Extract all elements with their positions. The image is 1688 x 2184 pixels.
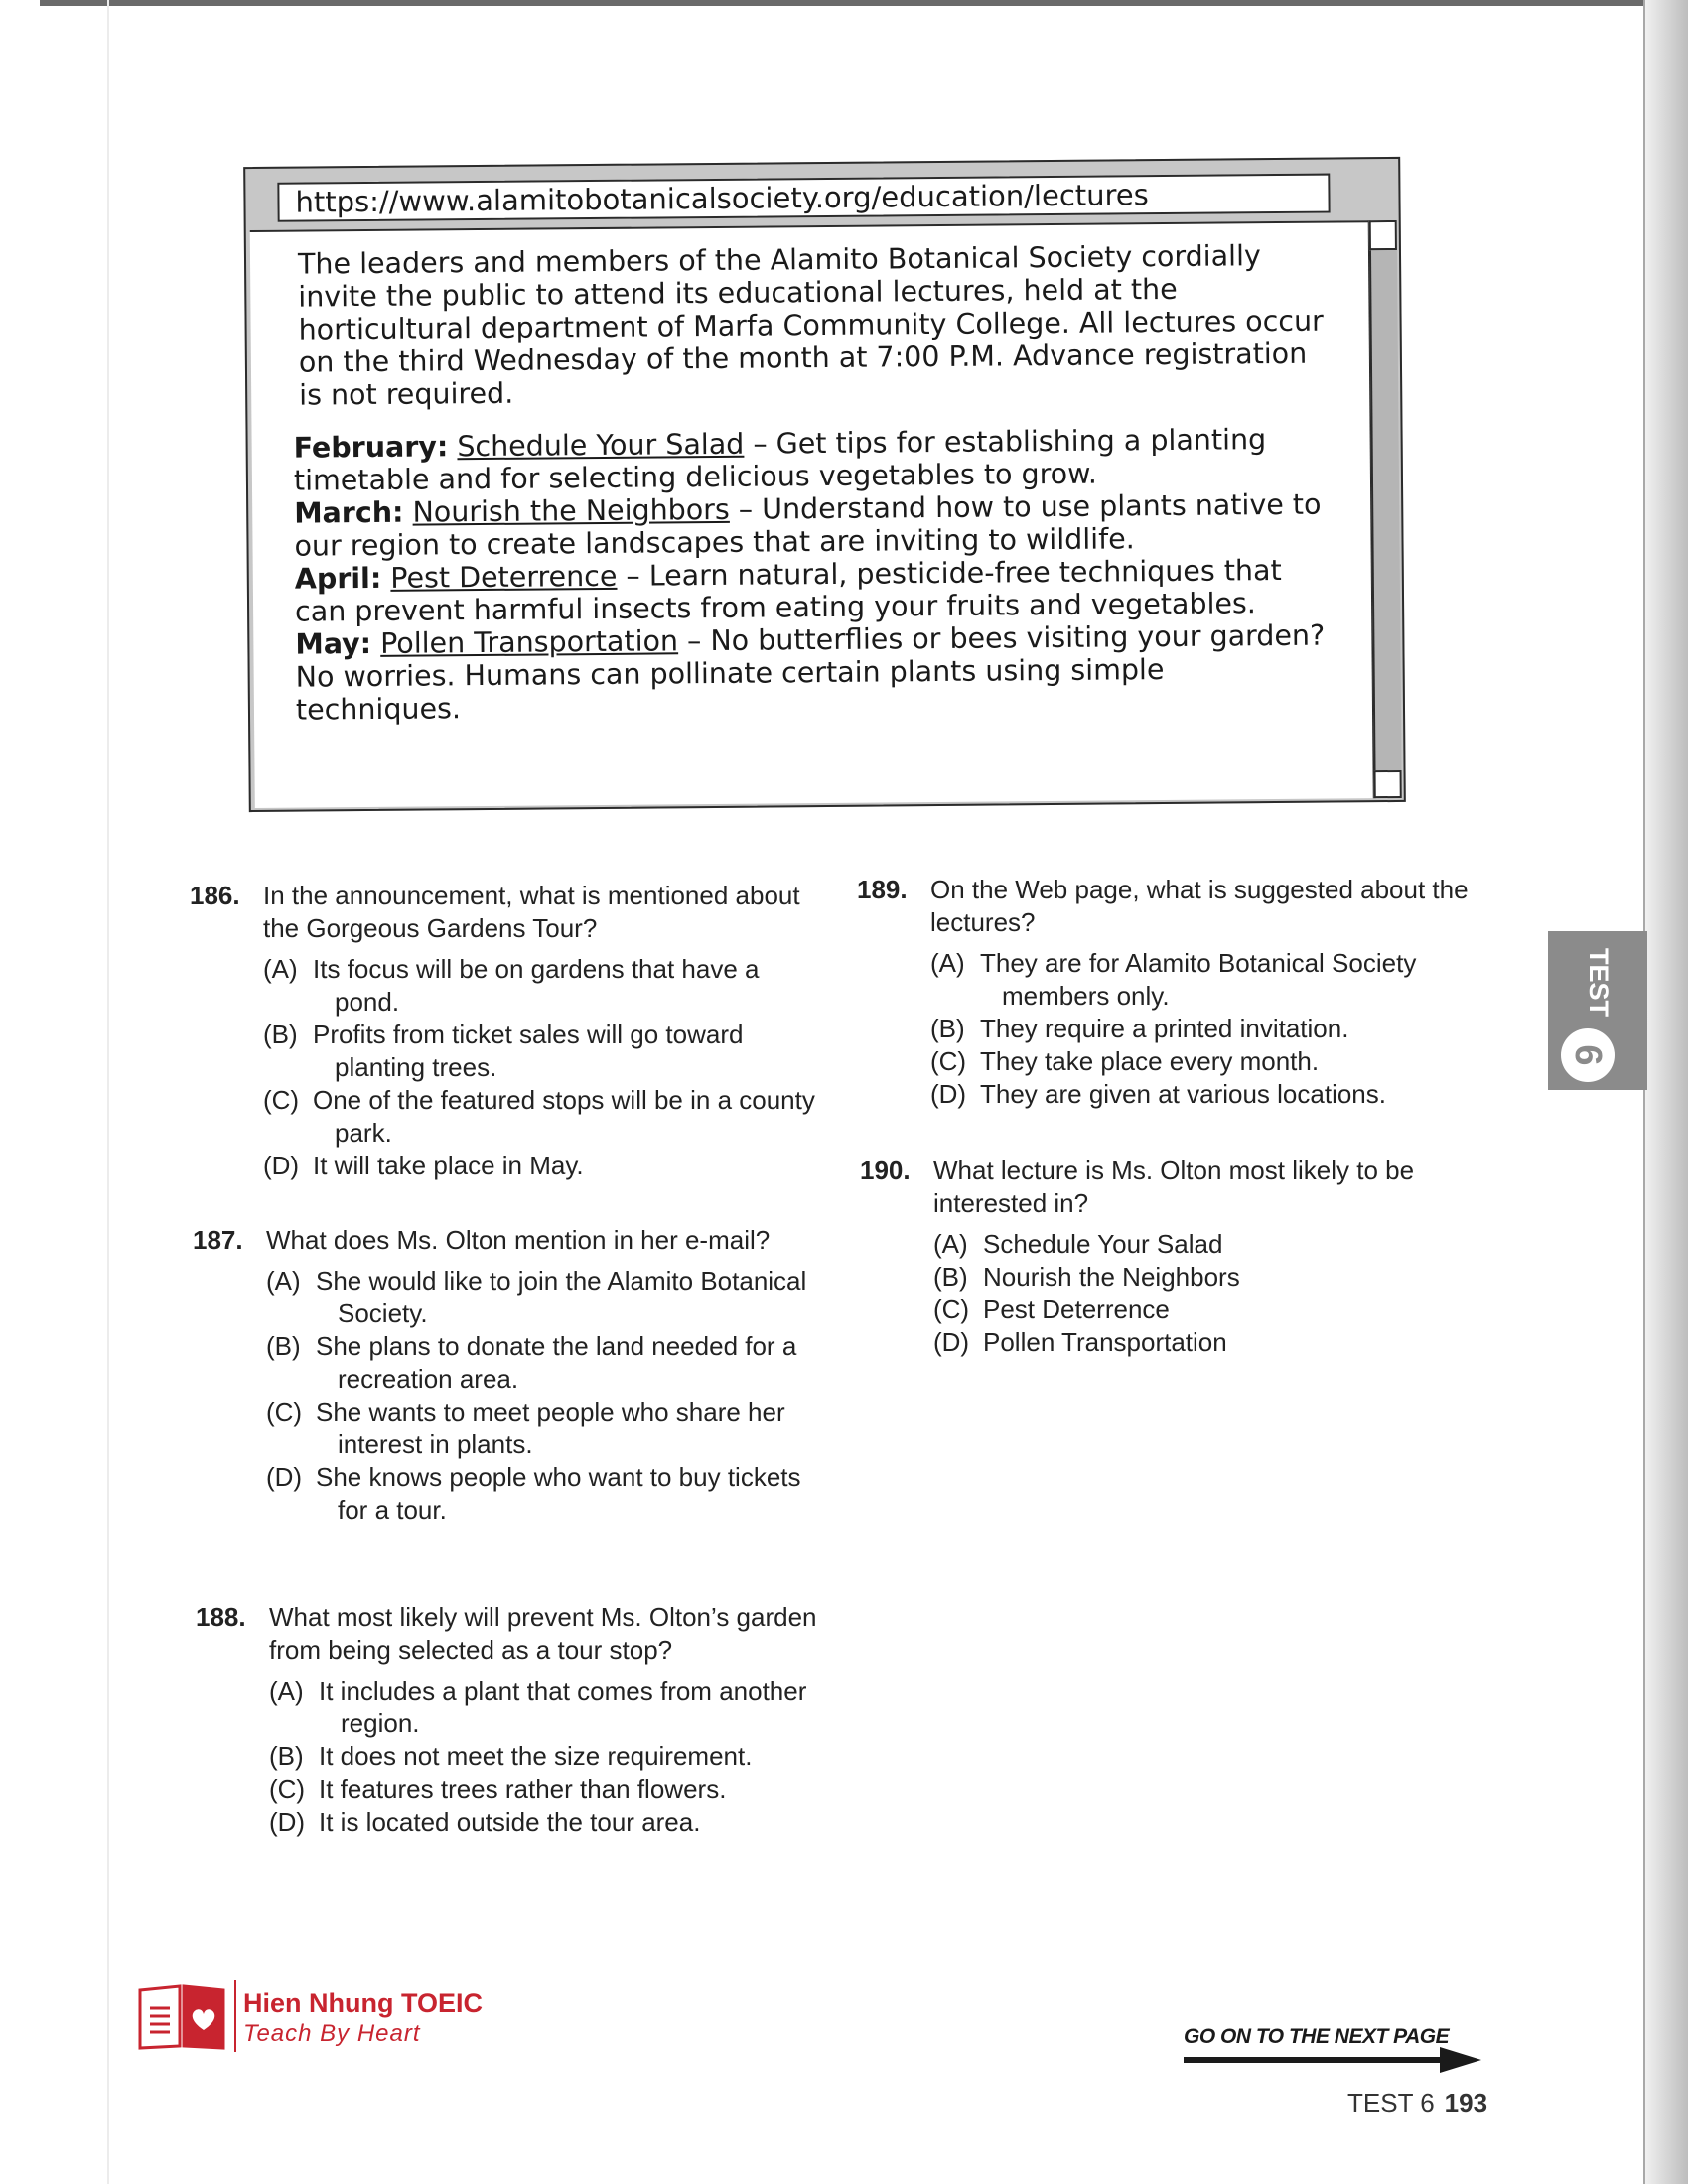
lecture-february xyxy=(294,423,1328,497)
lecture-may xyxy=(295,619,1329,727)
lecture-desc: – No butterflies or bees visiting your garden? No worries. Humans can pollinate certain plants using simple techniques. xyxy=(295,618,1326,727)
lecture-title: Pollen Transportation xyxy=(380,624,679,660)
option-text: She knows people who want to buy tickets for a tour. xyxy=(316,1462,801,1525)
lecture-desc: – Get tips for establishing a planting timetable and for selecting delicious vegetables to grow. xyxy=(293,423,1267,497)
option-text: They require a printed invitation. xyxy=(980,1014,1349,1043)
lecture-title: Pest Deterrence xyxy=(390,559,618,595)
page-number: 193 xyxy=(1444,2088,1488,2117)
answer-options xyxy=(263,953,825,1182)
answer-option-b xyxy=(263,1019,825,1084)
lecture-desc: – Learn natural, pesticide-free techniques that can prevent harmful insects from eating your fruits and vegetables. xyxy=(294,553,1282,628)
answer-option-d xyxy=(266,1461,828,1527)
page-gutter-shade xyxy=(107,0,109,2184)
brand-name: Hien Nhung TOEIC xyxy=(243,1988,483,2018)
lecture-desc: – Understand how to use plants native to our region to create landscapes that are inviting to wildlife. xyxy=(294,487,1322,563)
answer-option-b xyxy=(933,1261,1495,1294)
answer-option-b xyxy=(269,1740,831,1773)
side-tab-number: 6 xyxy=(1561,1028,1615,1082)
option-text: They are given at various locations. xyxy=(980,1079,1386,1109)
answer-option-a xyxy=(269,1675,831,1740)
answer-option-b xyxy=(266,1330,828,1396)
webpage-content xyxy=(250,220,1375,808)
answer-options xyxy=(930,947,1492,1111)
option-letter: (A) xyxy=(930,948,965,978)
option-letter: (D) xyxy=(933,1327,970,1357)
option-text: She wants to meet people who share her interest in plants. xyxy=(316,1397,785,1459)
option-text: Schedule Your Salad xyxy=(983,1229,1223,1259)
lecture-title: Nourish the Neighbors xyxy=(412,492,730,529)
option-text: It features trees rather than flowers. xyxy=(319,1774,727,1804)
answer-option-d xyxy=(269,1806,831,1839)
option-text: Pollen Transportation xyxy=(983,1327,1227,1357)
page-footer xyxy=(1347,2088,1487,2118)
option-letter: (C) xyxy=(930,1046,967,1076)
lecture-month: March: xyxy=(294,495,404,530)
answer-option-a xyxy=(266,1265,828,1330)
option-letter: (B) xyxy=(933,1262,968,1292)
answer-option-a xyxy=(933,1228,1495,1261)
answer-option-d xyxy=(930,1078,1492,1111)
lecture-march xyxy=(294,488,1328,563)
option-text: They are for Alamito Botanical Society members only. xyxy=(980,948,1417,1011)
option-text: She would like to join the Alamito Botanical Society. xyxy=(316,1266,807,1328)
go-next-page-label: GO ON TO THE NEXT PAGE xyxy=(1184,2025,1450,2048)
answer-option-c xyxy=(266,1396,828,1461)
open-book-heart-icon xyxy=(136,1980,227,2052)
question-188 xyxy=(196,1601,831,1839)
option-text: She plans to donate the land needed for a recreation area. xyxy=(316,1331,797,1394)
option-text: Nourish the Neighbors xyxy=(983,1262,1240,1292)
option-letter: (C) xyxy=(266,1397,303,1427)
answer-option-a xyxy=(263,953,825,1019)
option-letter: (D) xyxy=(930,1079,967,1109)
scroll-down-button xyxy=(1374,770,1402,798)
option-text: Its focus will be on gardens that have a pond. xyxy=(313,954,760,1017)
answer-option-a xyxy=(930,947,1492,1013)
question-stem: What most likely will prevent Ms. Olton’s garden from being selected as a tour stop? xyxy=(269,1602,817,1665)
answer-option-c xyxy=(263,1084,825,1150)
answer-options xyxy=(266,1265,828,1527)
webpage-window xyxy=(243,157,1406,812)
option-letter: (A) xyxy=(263,954,298,984)
question-stem: On the Web page, what is suggested about the lectures? xyxy=(930,875,1469,937)
question-number: 188. xyxy=(196,1602,246,1632)
option-letter: (A) xyxy=(266,1266,301,1296)
test-label: TEST 6 xyxy=(1347,2088,1435,2117)
answer-option-d xyxy=(933,1326,1495,1359)
logo-divider xyxy=(234,1980,236,2052)
side-tab-label: TEST xyxy=(1584,948,1614,1018)
scrollbar-track xyxy=(1369,220,1402,798)
page-edge-shadow xyxy=(1643,0,1688,2184)
webpage-text xyxy=(292,239,1329,727)
option-letter: (C) xyxy=(263,1085,300,1115)
question-186 xyxy=(190,880,825,1182)
option-letter: (D) xyxy=(269,1807,306,1837)
answer-options xyxy=(933,1228,1495,1359)
option-letter: (B) xyxy=(269,1741,304,1771)
brand-tagline: Teach By Heart xyxy=(243,2020,421,2047)
answer-option-d xyxy=(263,1150,825,1182)
option-letter: (C) xyxy=(269,1774,306,1804)
answer-option-c xyxy=(269,1773,831,1806)
option-text: Pest Deterrence xyxy=(983,1295,1170,1324)
lecture-month: February: xyxy=(293,430,449,465)
option-letter: (B) xyxy=(930,1014,965,1043)
option-text: They take place every month. xyxy=(980,1046,1320,1076)
option-letter: (A) xyxy=(269,1676,304,1706)
option-letter: (B) xyxy=(263,1020,298,1049)
question-stem: What does Ms. Olton mention in her e-mail? xyxy=(266,1225,771,1255)
option-letter: (D) xyxy=(266,1462,303,1492)
scroll-up-button xyxy=(1369,220,1397,250)
page-edge-line xyxy=(1643,0,1645,2184)
answer-option-b xyxy=(930,1013,1492,1045)
question-stem: What lecture is Ms. Olton most likely to be interested in? xyxy=(933,1156,1415,1218)
option-letter: (C) xyxy=(933,1295,970,1324)
option-text: It does not meet the size requirement. xyxy=(319,1741,753,1771)
option-letter: (B) xyxy=(266,1331,301,1361)
question-stem: In the announcement, what is mentioned about the Gorgeous Gardens Tour? xyxy=(263,881,800,943)
option-letter: (A) xyxy=(933,1229,968,1259)
question-number: 190. xyxy=(860,1156,911,1185)
top-rule xyxy=(40,0,1648,6)
answer-option-c xyxy=(933,1294,1495,1326)
question-number: 186. xyxy=(190,881,240,910)
option-letter: (D) xyxy=(263,1151,300,1180)
lecture-april xyxy=(295,554,1329,628)
option-text: One of the featured stops will be in a county park. xyxy=(313,1085,815,1148)
lecture-month: April: xyxy=(294,561,382,596)
lecture-month: May: xyxy=(295,626,372,661)
answer-option-c xyxy=(930,1045,1492,1078)
answer-options xyxy=(269,1675,831,1839)
right-arrow-icon xyxy=(1184,2047,1481,2073)
url-bar: https://www.alamitobotanicalsociety.org/education/lectures xyxy=(277,174,1330,222)
option-text: It will take place in May. xyxy=(313,1151,584,1180)
question-190 xyxy=(860,1155,1495,1359)
question-number: 187. xyxy=(193,1225,243,1255)
webpage-intro: The leaders and members of the Alamito Botanical Society cordially invite the public to attend its educational lectures, held at the horticultural department of Marfa Community College. All lectures occur on the third Wednesday of the month at 7:00 P.M. Advance registration is not required. xyxy=(297,239,1324,412)
question-189 xyxy=(857,874,1492,1111)
option-text: It includes a plant that comes from another region. xyxy=(319,1676,807,1738)
option-text: Profits from ticket sales will go toward planting trees. xyxy=(313,1020,744,1082)
question-187 xyxy=(193,1224,828,1527)
question-number: 189. xyxy=(857,875,908,904)
option-text: It is located outside the tour area. xyxy=(319,1807,701,1837)
lecture-title: Schedule Your Salad xyxy=(457,427,745,464)
